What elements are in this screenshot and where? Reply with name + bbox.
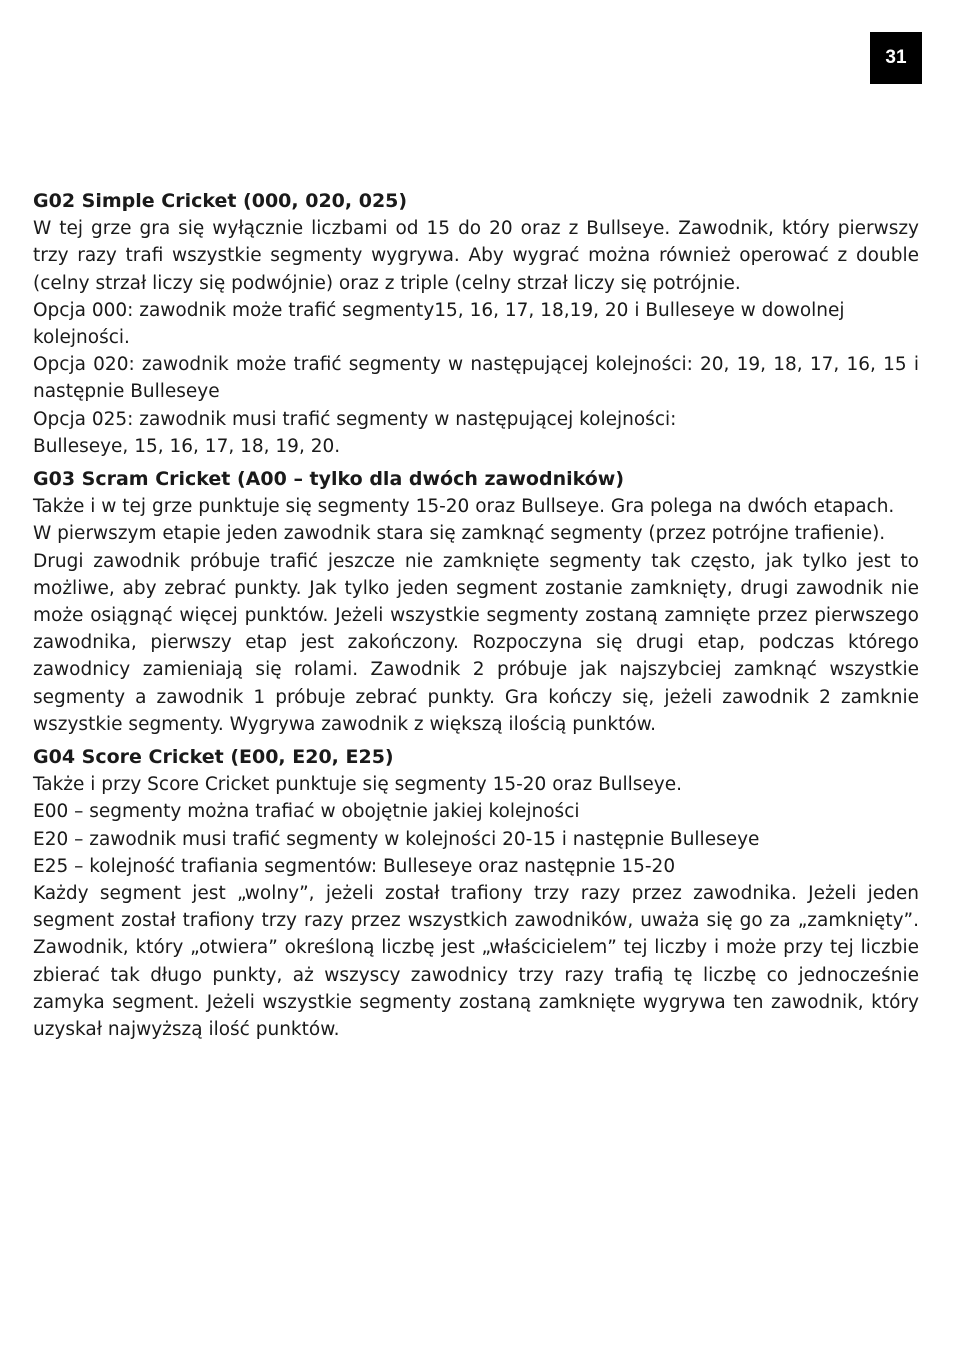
section-g02-simple-cricket — [33, 188, 925, 460]
section-g03-scram-cricket — [33, 466, 925, 738]
paragraph: Także i przy Score Cricket punktuje się segmenty 15-20 oraz Bullseye. — [33, 774, 682, 796]
paragraph: E25 – kolejność trafiania segmentów: Bulleseye oraz następnie 15-20 — [33, 855, 676, 877]
paragraph: Drugi zawodnik próbuje trafić jeszcze nie zamknięte segmenty tak często, jak tylko jest to możliwe, aby zebrać punkty. Jak tylko jeden segment zostanie zamknięty, drugi zawodnik nie może osiągnąć więcej punktów. Jeżeli wszystkie segmenty zostaną zamnięte przez pierwszego zawodnika, pierwszy etap jest zakończony. Rozpoczyna się drugi etap, podczas którego zawodnicy zamieniają się rolami. Zawodnik 2 próbuje jak najszybciej zamknąć wszystkie segmenty a zawodnik 1 próbuje zebrać punkty. Gra kończy się, jeżeli zawodnik 2 zamknie wszystkie segmenty. Wygrywa zawodnik z większą ilością punktów. — [33, 550, 925, 735]
paragraph: Bulleseye, 15, 16, 17, 18, 19, 20. — [33, 435, 341, 457]
page-content — [33, 188, 925, 1043]
section-heading: G02 Simple Cricket (000, 020, 025) — [33, 190, 408, 212]
section-heading: G03 Scram Cricket (A00 – tylko dla dwóch zawodników) — [33, 468, 625, 491]
paragraph: Każdy segment jest „wolny”, jeżeli został trafiony trzy razy przez zawodnika. Jeżeli jeden segment został trafiony trzy razy przez wszystkich zawodników, uważa się go za „zamknięty”. Zawodnik, który „otwiera” określoną liczbę jest „właścicielem” tej liczby i może przy tej liczbie zbierać tak długo punkty, aż wszyscy zawodnicy trzy razy trafią tę liczbę co jednocześnie zamyka segment. Jeżeli wszystkie segmenty zostaną zamknięte wygrywa ten zawodnik, który uzyskał najwyższą ilość punktów. — [33, 883, 925, 1041]
section-g04-score-cricket — [33, 744, 925, 1043]
page-number: 31 — [870, 32, 922, 84]
paragraph: E00 – segmenty można trafiać w obojętnie jakiej kolejności — [33, 801, 580, 823]
section-heading: G04 Score Cricket (E00, E20, E25) — [33, 746, 394, 769]
paragraph: Także i w tej grze punktuje się segmenty 15-20 oraz Bullseye. Gra polega na dwóch etapach. — [33, 496, 895, 518]
paragraph: Opcja 000: zawodnik może trafić segmenty15, 16, 17, 18,19, 20 i Bulleseye w dowolnej kolejności. — [33, 299, 851, 349]
paragraph: Opcja 025: zawodnik musi trafić segmenty w następującej kolejności: — [33, 408, 677, 430]
paragraph: W pierwszym etapie jeden zawodnik stara się zamknąć segmenty (przez potrójne trafienie). — [33, 523, 886, 545]
paragraph: E20 – zawodnik musi trafić segmenty w kolejności 20-15 i następnie Bulleseye — [33, 828, 760, 850]
paragraph: W tej grze gra się wyłącznie liczbami od 15 do 20 oraz z Bullseye. Zawodnik, który pierwszy trzy razy trafi wszystkie segmenty wygrywa. Aby wygrać można również operować z double (celny strzał liczy się podwójnie) oraz z triple (celny strzał liczy się potrójnie. — [33, 218, 925, 294]
paragraph: Opcja 020: zawodnik może trafić segmenty w następującej kolejności: 20, 19, 18, 17, 16, 15 i następnie Bulleseye — [33, 354, 925, 403]
